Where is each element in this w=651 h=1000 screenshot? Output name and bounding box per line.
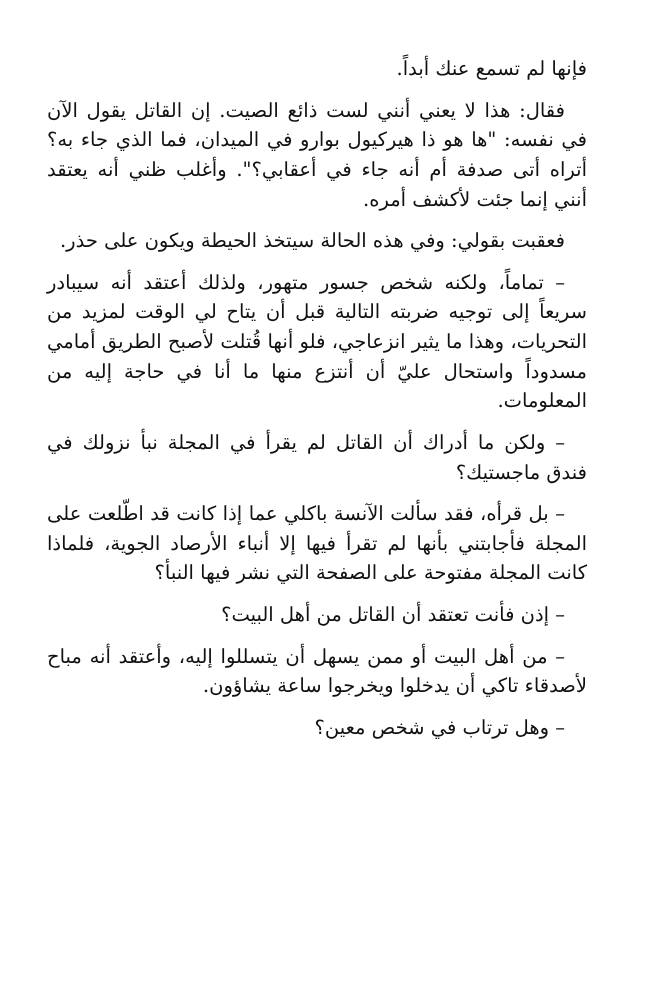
paragraph-1: فإنها لم تسمع عنك أبداً.: [396, 57, 587, 80]
paragraph-6: – بل قرأه، فقد سألت الآنسة باكلي عما إذا كانت قد اطّلعت على المجلة فأجابتني بأنها لم تقرأ فيها إلا أنباء الأرصاد الجوية، فلماذا كانت المجلة مفتوحة على الصفحة التي نشر فيها النبأ؟: [47, 502, 587, 585]
paragraph-3: فعقبت بقولي: وفي هذه الحالة سيتخذ الحيطة ويكون على حذر.: [59, 229, 565, 253]
paragraph-5: – ولكن ما أدراك أن القاتل لم يقرأ في المجلة نبأ نزولك في فندق ماجستيك؟: [47, 430, 587, 484]
book-page: [47, 54, 587, 755]
paragraph-4: – تماماً، ولكنه شخص جسور متهور، ولذلك أعتقد أنه سيبادر سريعاً إلى توجيه ضربته التالية قبل أن يتاح لي الوقت لمزيد من التحريات، وهذا ما يثير انزعاجي، فلو أنها قُتلت لأصبح الطريق أمامي مسدوداً واستحال عليّ أن أنتزع منها ما أنا في حاجة إليه من المعلومات.: [47, 270, 587, 413]
paragraph-9: – وهل ترتاب في شخص معين؟: [314, 715, 565, 739]
paragraph-8: – من أهل البيت أو ممن يسهل أن يتسللوا إليه، وأعتقد أنه مباح لأصدقاء تاكي أن يدخلوا ويخرجوا ساعة يشاؤون.: [47, 644, 587, 698]
paragraph-2: فقال: هذا لا يعني أنني لست ذائع الصيت. إن القاتل يقول الآن في نفسه: "ها هو ذا هيركيول بوارو في الميدان، فما الذي جاء به؟ أتراه أتى صدفة أم أنه جاء في أعقابي؟". وأغلب ظني أنه يعتقد أنني إنما جئت لأكشف أمره.: [47, 98, 587, 211]
paragraph-7: – إذن فأنت تعتقد أن القاتل من أهل البيت؟: [221, 603, 565, 626]
